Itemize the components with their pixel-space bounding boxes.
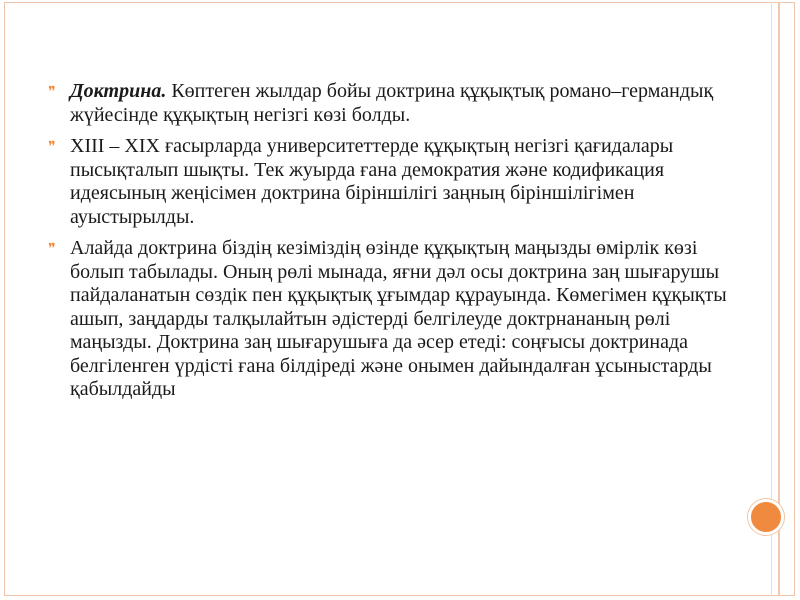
orange-quote-bullet-icon: ❞ (48, 139, 56, 155)
orange-circle-ornament (748, 499, 784, 535)
paragraph-universities (48, 135, 728, 229)
slide-body (48, 80, 728, 410)
paragraph-doctrine (48, 80, 728, 127)
orange-quote-bullet-icon: ❞ (48, 84, 56, 100)
paragraph-text: XIII – XIX ғасырларда университеттерде құқықтың негізгі қағидалары пысықталып шықты. Тек жуырда ғана демократия және кодификация идеясының жеңісімен доктрина біріншілігі заңның біріншілігімен ауыстырылды. (70, 135, 674, 228)
paragraph-lead-term: Доктрина. (70, 80, 167, 102)
paragraph-importance (48, 237, 728, 402)
paragraph-text: Көптеген жылдар бойы доктрина құқықтық романо–германдық жүйесінде құқықтың негізгі көзі болды. (70, 80, 714, 126)
orange-quote-bullet-icon: ❞ (48, 241, 56, 257)
paragraph-text: Алайда доктрина біздің кезіміздің өзінде құқықтың маңызды өмірлік көзі болып табылады. Оның рөлі мынада, яғни дәл осы доктрина заң шығарушы пайдаланатын сөздік пен құқықтық ұғымдар құрауында. Көмегімен құқықты ашып, заңдарды талқылайтын әдістерді белгілеуде доктрнананың рөлі маңызды. Доктрина заң шығарушыға да әсер етеді: соңғысы доктринада белгіленген үрдісті ғана білдіреді және онымен дайындалған ұсыныстарды қабылдайды (70, 237, 727, 400)
